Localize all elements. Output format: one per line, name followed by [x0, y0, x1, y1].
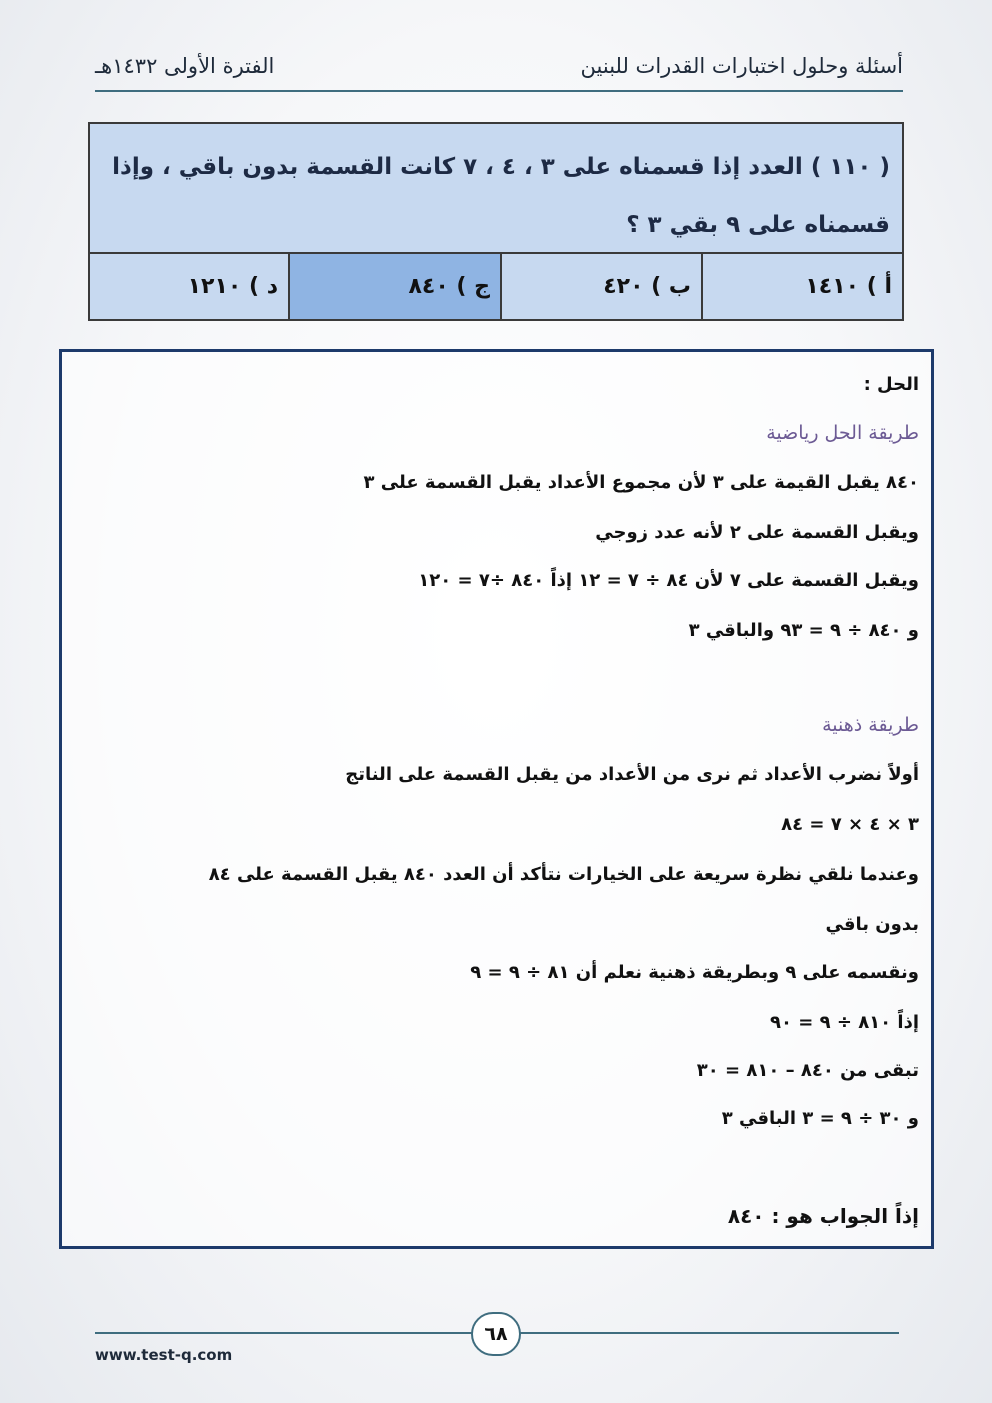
solution-box [59, 349, 934, 1249]
method2-line: ٣ × ٤ × ٧ = ٨٤ [781, 814, 919, 835]
method1-line: ويقبل القسمة على ٢ لأنه عدد زوجي [595, 522, 919, 543]
option-c-correct: ج ) ٨٤٠ [288, 254, 500, 319]
website-link[interactable]: www.test-q.com [95, 1346, 233, 1364]
method2-line: و ٣٠ ÷ ٩ = ٣ الباقي ٣ [721, 1108, 919, 1129]
method2-line: ونقسمه على ٩ وبطريقة ذهنية نعلم أن ٨١ ÷ ٩ = ٩ [470, 962, 919, 983]
option-d: د ) ١٢١٠ [187, 274, 278, 299]
page-number: ٦٨ [471, 1312, 521, 1356]
book-title: أسئلة وحلول اختبارات القدرات للبنين [580, 54, 903, 78]
method1-line: ٨٤٠ يقبل القيمة على ٣ لأن مجموع الأعداد يقبل القسمة على ٣ [363, 472, 919, 493]
options-row [90, 254, 902, 319]
method1-line: ويقبل القسمة على ٧ لأن ٨٤ ÷ ٧ = ١٢ إذاً ٨٤٠ ÷٧ = ١٢٠ [418, 570, 919, 591]
question-table [88, 122, 904, 321]
solution-heading: الحل : [863, 374, 919, 395]
page-header [95, 52, 903, 92]
method2-line: إذاً ٨١٠ ÷ ٩ = ٩٠ [769, 1012, 919, 1033]
question-text [90, 124, 902, 254]
header-divider [95, 90, 903, 92]
final-answer: إذاً الجواب هو : ٨٤٠ [727, 1204, 919, 1228]
question-line-2: قسمناه على ٩ بقي ٣ ؟ [626, 212, 890, 238]
method1-title: طريقة الحل رياضية [766, 422, 919, 444]
method1-line: و ٨٤٠ ÷ ٩ = ٩٣ والباقي ٣ [688, 620, 919, 641]
period-label: الفترة الأولى ١٤٣٢هـ [95, 54, 275, 78]
page-footer [95, 1323, 899, 1388]
method2-line: وعندما نلقي نظرة سريعة على الخيارات نتأكد أن العدد ٨٤٠ يقبل القسمة على ٨٤ [208, 864, 919, 885]
option-a: أ ) ١٤١٠ [701, 254, 902, 319]
method2-line: تبقى من ٨٤٠ – ٨١٠ = ٣٠ [696, 1060, 919, 1081]
option-b: ب ) ٤٢٠ [500, 254, 701, 319]
question-line-1: ( ١١٠ ) العدد إذا قسمناه على ٣ ، ٤ ، ٧ كانت القسمة بدون باقي ، وإذا [112, 154, 890, 180]
method2-line: أولاً نضرب الأعداد ثم نرى من الأعداد من يقبل القسمة على الناتج [345, 764, 919, 785]
method2-line: بدون باقي [825, 914, 919, 935]
method2-title: طريقة ذهنية [822, 714, 919, 736]
